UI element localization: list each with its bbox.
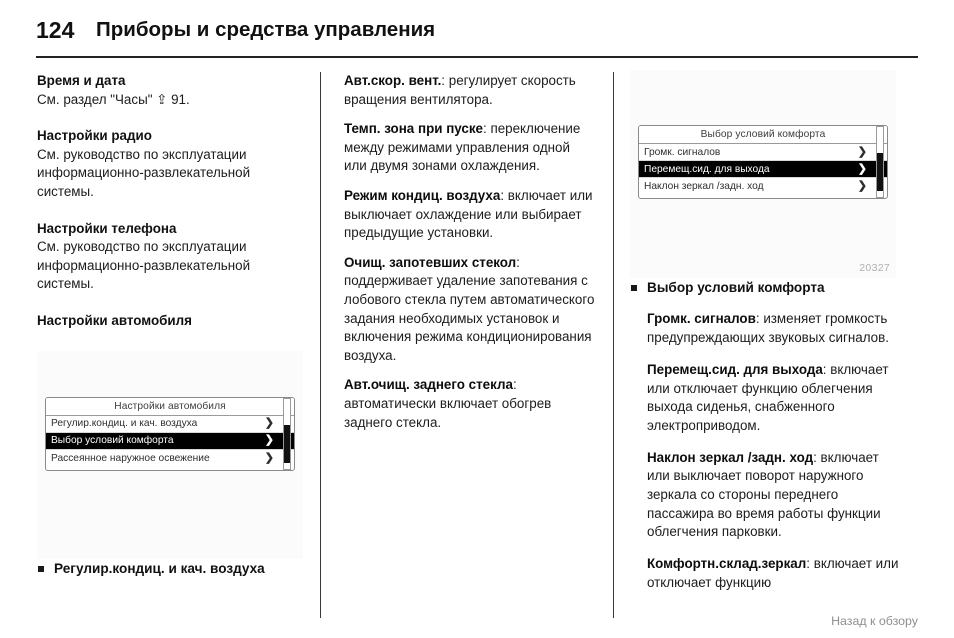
paragraph-term: Громк. сигналов xyxy=(647,311,756,327)
display-title: Выбор условий комфорта xyxy=(639,126,887,144)
paragraph-separator: : xyxy=(516,254,520,270)
paragraph-separator: : xyxy=(806,556,814,572)
paragraph-comfort-fold-mirrors xyxy=(647,555,902,592)
column-one xyxy=(37,72,305,585)
paragraph-separator: : xyxy=(500,187,508,203)
column-three xyxy=(630,72,902,603)
display-menu-list xyxy=(46,416,294,467)
section-heading: Время и дата xyxy=(37,73,126,88)
bullet-heading-label: Регулир.кондиц. и кач. воздуха xyxy=(54,560,265,576)
paragraph-text: поддерживает удаление запотевания с лобового стекла путем автоматического задания необходимых установок и включения режима кондиционирования воздуха. xyxy=(344,273,595,363)
chevron-right-icon: ❯ xyxy=(857,180,867,192)
display-scrollbar[interactable] xyxy=(876,126,884,198)
section-phone-settings xyxy=(37,220,305,294)
section-heading: Настройки автомобиля xyxy=(37,312,192,328)
paragraph-defog xyxy=(344,254,596,366)
figure-number: 20327 xyxy=(859,262,890,274)
paragraph-term: Режим кондиц. воздуха xyxy=(344,187,501,203)
car-display-panel xyxy=(45,397,295,471)
section-body: См. руководство по эксплуатации информационно-развлекательной системы. xyxy=(37,239,251,292)
chevron-right-icon: ❯ xyxy=(857,145,867,158)
paragraph-separator: : xyxy=(822,361,831,377)
section-time-and-date xyxy=(37,72,305,109)
paragraph-term: Авт.скор. вент. xyxy=(344,73,442,88)
paragraph-term: Авт.очищ. заднего стекла xyxy=(344,377,513,393)
section-heading: Настройки телефона xyxy=(37,220,177,236)
display-menu-item[interactable] xyxy=(46,416,294,433)
paragraph-seat-exit xyxy=(647,361,902,435)
display-title: Настройки автомобиля xyxy=(46,398,294,416)
paragraph-separator: : xyxy=(755,311,764,327)
figure-vehicle-settings-display xyxy=(37,351,303,559)
paragraph-term: Темп. зона при пуске xyxy=(344,121,483,137)
display-menu-item-selected[interactable] xyxy=(46,433,294,450)
section-body: См. руководство по эксплуатации информационно-развлекательной системы. xyxy=(37,146,251,199)
car-display-panel xyxy=(638,125,888,199)
display-scrollbar-thumb[interactable] xyxy=(284,425,290,463)
page-title: Приборы и средства управления xyxy=(96,18,436,41)
square-bullet-icon xyxy=(631,285,637,291)
paragraph-term: Комфортн.склад.зеркал xyxy=(647,556,807,572)
display-menu-item[interactable] xyxy=(46,450,294,467)
menu-item-label: Громк. сигналов xyxy=(644,146,721,158)
header-divider-rule xyxy=(36,56,918,58)
section-body: См. раздел "Часы" ⇪ 91. xyxy=(37,91,190,107)
paragraph-fan-speed xyxy=(344,72,596,109)
back-to-overview-link[interactable]: Назад к обзору xyxy=(831,614,918,628)
column-divider-1 xyxy=(320,72,321,618)
page-number: 124 xyxy=(36,17,75,43)
paragraph-rear-defog xyxy=(344,376,596,432)
paragraph-term: Наклон зеркал /задн. ход xyxy=(647,449,814,465)
chevron-right-icon: ❯ xyxy=(264,451,274,464)
chevron-right-icon: ❯ xyxy=(264,434,274,447)
spacer xyxy=(37,294,305,312)
square-bullet-icon xyxy=(38,566,44,572)
chevron-right-icon: ❯ xyxy=(857,162,867,175)
menu-item-label: Регулир.кондиц. и кач. воздуха xyxy=(51,418,198,430)
paragraph-text: регулирует скорость вращения вентилятора. xyxy=(344,73,576,107)
paragraph-mirror-tilt xyxy=(647,449,902,542)
paragraph-separator: : xyxy=(512,377,517,393)
display-menu-item-selected[interactable] xyxy=(639,161,887,178)
column-two xyxy=(344,72,596,443)
page-header xyxy=(0,0,954,62)
paragraph-text: включает или выключает охлаждение или выбирает предыдущие установки. xyxy=(344,187,593,241)
paragraph-term: Перемещ.сид. для выхода xyxy=(647,361,823,377)
paragraph-text: включает или отключает функцию xyxy=(647,556,899,590)
display-menu-item[interactable] xyxy=(639,178,887,195)
display-menu-item[interactable] xyxy=(639,144,887,161)
spacer xyxy=(37,202,305,220)
chevron-right-icon: ❯ xyxy=(264,417,274,430)
column-divider-2 xyxy=(613,72,614,618)
menu-item-label: Наклон зеркал /задн. ход xyxy=(644,181,764,192)
bullet-heading-climate xyxy=(37,559,305,578)
display-menu-list xyxy=(639,144,887,195)
spacer xyxy=(37,109,305,127)
figure-comfort-settings-display xyxy=(630,70,896,278)
paragraph-text: изменяет громкость предупреждающих звуковых сигналов. xyxy=(647,311,889,345)
paragraph-text: переключение между режимами управления одной или двумя зонами охлаждения. xyxy=(344,121,581,174)
paragraph-text: включает или отключает функцию облегчения выхода сиденья, снабженного электроприводом. xyxy=(647,361,889,433)
menu-item-label: Рассеянное наружное освежение xyxy=(51,452,210,464)
paragraph-separator: : xyxy=(483,121,491,137)
paragraph-term: Очищ. запотевших стекол xyxy=(344,254,517,270)
paragraph-separator: : xyxy=(441,73,449,88)
paragraph-ac-mode xyxy=(344,187,596,243)
paragraph-startup-temp-zone xyxy=(344,120,596,176)
display-scrollbar-thumb[interactable] xyxy=(877,153,883,191)
section-vehicle-settings xyxy=(37,312,305,331)
menu-item-label: Выбор условий комфорта xyxy=(51,435,174,447)
section-radio-settings xyxy=(37,127,305,201)
bullet-heading-label: Выбор условий комфорта xyxy=(647,280,825,295)
paragraph-text: включает или выключает поворот наружного зеркала со стороны переднего пассажира во время работы функции облегчения парковки. xyxy=(647,449,881,540)
section-heading: Настройки радио xyxy=(37,128,152,144)
display-scrollbar[interactable] xyxy=(283,398,291,470)
menu-item-label: Перемещ.сид. для выхода xyxy=(644,163,770,175)
bullet-heading-comfort xyxy=(630,278,902,297)
paragraph-signal-volume xyxy=(647,310,902,347)
paragraph-text: автоматически включает обогрев заднего стекла. xyxy=(344,395,552,430)
paragraph-separator: : xyxy=(813,449,821,465)
